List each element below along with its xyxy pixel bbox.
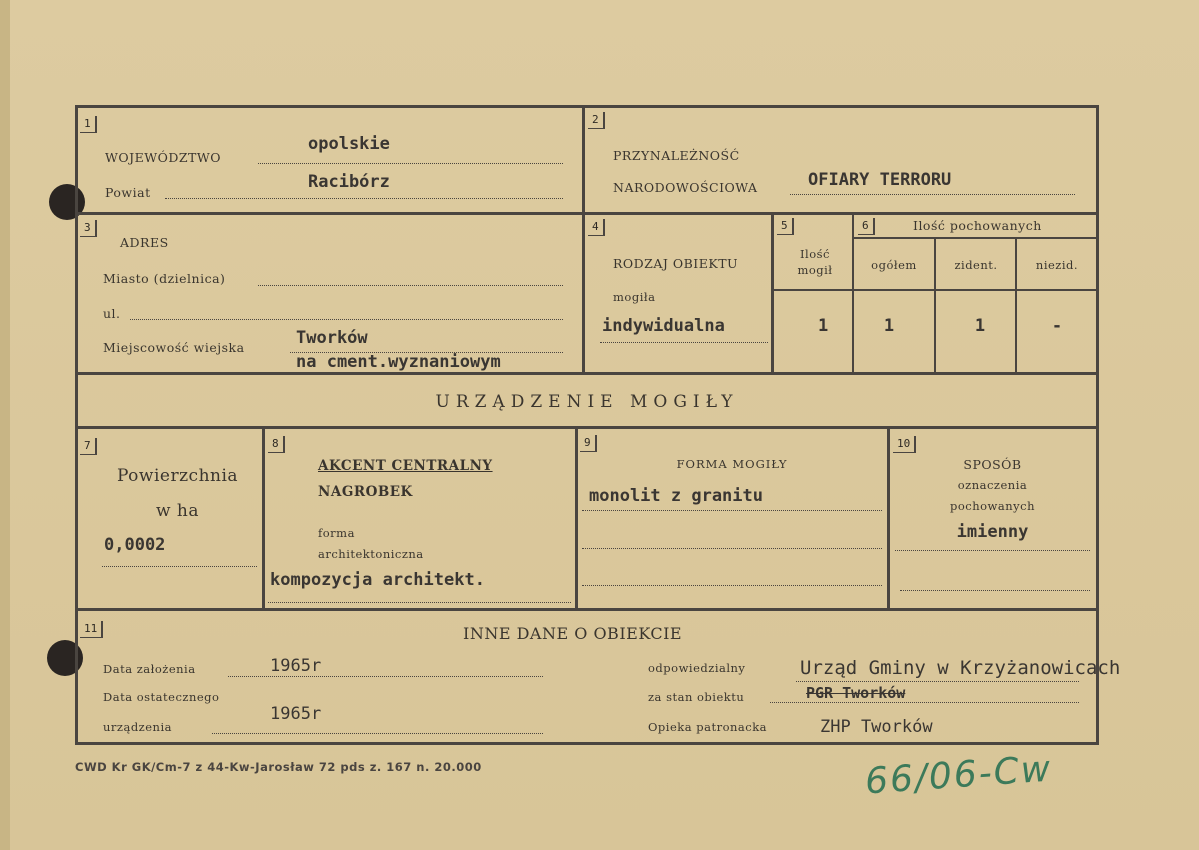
wojewodztwo-label: WOJEWÓDZTWO bbox=[105, 150, 221, 165]
field-number-2: 2 bbox=[588, 112, 605, 129]
rodzaj-obiektu-label: RODZAJ OBIEKTU bbox=[613, 256, 739, 271]
data-zalozenia-label: Data założenia bbox=[103, 662, 196, 676]
miasto-label: Miasto (dzielnica) bbox=[103, 271, 226, 286]
rule-v-row2b bbox=[771, 212, 774, 374]
sposob-line-1 bbox=[895, 550, 1090, 551]
rule-v-row3c bbox=[887, 426, 890, 610]
sposob-value: imienny bbox=[956, 522, 1029, 542]
col-niezid-header: niezid. bbox=[1035, 258, 1079, 272]
urzadzenie-mogily-title: URZĄDZENIE MOGIŁY bbox=[435, 392, 739, 412]
form-frame bbox=[75, 105, 1099, 745]
col-zident-header: zident. bbox=[954, 258, 998, 272]
rule-h-qty-head bbox=[852, 237, 1099, 239]
odpowiedzialny-value-struck: PGR Tworków bbox=[806, 684, 906, 702]
ogolem-value: 1 bbox=[883, 316, 895, 336]
powiat-line bbox=[165, 198, 563, 199]
adres-label: ADRES bbox=[120, 235, 169, 250]
wojewodztwo-line bbox=[258, 163, 563, 164]
rule-v-row1 bbox=[582, 105, 585, 215]
wojewodztwo-value: opolskie bbox=[308, 134, 390, 154]
niezid-value: - bbox=[1051, 316, 1063, 336]
rule-row3 bbox=[75, 426, 1099, 429]
field-number-10: 10 bbox=[893, 436, 916, 453]
miejscowosc-value-2: na cment.wyznaniowym bbox=[296, 352, 501, 372]
odpowiedzialny-value: Urząd Gminy w Krzyżanowicach bbox=[800, 657, 1121, 679]
powierzchnia-line bbox=[102, 566, 257, 567]
ulica-line bbox=[130, 319, 563, 320]
field-number-6: 6 bbox=[858, 218, 875, 235]
rule-row2 bbox=[75, 372, 1099, 375]
akcent-line bbox=[268, 602, 571, 603]
col-ogolem-header: ogółem bbox=[871, 258, 917, 272]
rule-v-row2a bbox=[582, 212, 585, 374]
handwritten-reference: 66/06-Cw bbox=[863, 748, 1054, 803]
forma-mogily-line-3 bbox=[582, 585, 882, 586]
inne-dane-title: INNE DANE O OBIEKCIE bbox=[463, 624, 683, 643]
oznaczenia-label: oznaczenia bbox=[957, 478, 1028, 492]
nagrobek-label: NAGROBEK bbox=[318, 484, 413, 500]
forma-mogily-label: FORMA MOGIŁY bbox=[676, 457, 788, 471]
opieka-patronacka-value: ZHP Tworków bbox=[820, 717, 933, 737]
field-number-7: 7 bbox=[80, 438, 97, 455]
przynaleznosc-label: PRZYNALEŻNOŚĆ bbox=[613, 148, 740, 163]
rule-row4 bbox=[75, 608, 1099, 611]
data-zalozenia-line bbox=[228, 676, 543, 677]
ilosc-mogil-label bbox=[780, 246, 850, 278]
akcent-value: kompozycja architekt. bbox=[270, 570, 485, 590]
zident-value: 1 bbox=[974, 316, 986, 336]
field-number-9: 9 bbox=[580, 435, 597, 452]
miasto-line bbox=[258, 285, 563, 286]
forma-mogily-line-1 bbox=[582, 510, 882, 511]
field-number-3: 3 bbox=[80, 220, 97, 237]
ulica-label: ul. bbox=[103, 306, 121, 321]
mogila-label: mogiła bbox=[613, 290, 656, 304]
miejscowosc-label: Miejscowość wiejska bbox=[103, 340, 245, 355]
za-stan-obiektu-label: za stan obiektu bbox=[648, 690, 745, 704]
urzadzenia-label: urządzenia bbox=[103, 720, 172, 734]
opieka-patronacka-label: Opieka patronacka bbox=[648, 720, 768, 734]
przynaleznosc-value: OFIARY TERRORU bbox=[808, 170, 952, 190]
data-ostatecznego-value: 1965r bbox=[270, 704, 322, 724]
narodowosciowa-label: NARODOWOŚCIOWA bbox=[613, 180, 758, 195]
w-ha-label: w ha bbox=[155, 501, 200, 521]
przynaleznosc-line bbox=[790, 194, 1075, 195]
miejscowosc-value: Tworków bbox=[296, 328, 368, 348]
form-footer: CWD Kr GK/Cm-7 z 44-Kw-Jarosław 72 pds z. 167 n. 20.000 bbox=[75, 760, 482, 774]
sposob-line-2 bbox=[900, 590, 1090, 591]
field-number-5: 5 bbox=[777, 218, 794, 235]
field-number-8: 8 bbox=[268, 436, 285, 453]
powierzchnia-label: Powierzchnia bbox=[116, 466, 239, 486]
akcent-centralny-label: AKCENT CENTRALNY bbox=[318, 458, 493, 474]
field-number-1: 1 bbox=[80, 116, 97, 133]
mogil-label: mogił bbox=[797, 263, 833, 277]
data-ostatecznego-line bbox=[212, 733, 543, 734]
odpowiedzialny-label: odpowiedzialny bbox=[648, 661, 746, 675]
rule-row1 bbox=[75, 212, 1099, 215]
rodzaj-obiektu-line bbox=[600, 342, 768, 343]
rule-v-row3b bbox=[575, 426, 578, 610]
powiat-label: Powiat bbox=[105, 185, 151, 200]
sposob-label: SPOSÓB bbox=[963, 457, 1022, 472]
architektoniczna-label: architektoniczna bbox=[318, 547, 424, 561]
card-edge bbox=[0, 0, 10, 850]
field-number-11: 11 bbox=[80, 621, 103, 638]
data-zalozenia-value: 1965r bbox=[270, 656, 322, 676]
data-ostatecznego-label: Data ostatecznego bbox=[103, 690, 220, 704]
ilosc-mogil-value: 1 bbox=[818, 316, 829, 336]
rodzaj-obiektu-value: indywidualna bbox=[602, 316, 725, 336]
rule-v-row3a bbox=[262, 426, 265, 610]
pochowanych-label: pochowanych bbox=[949, 499, 1035, 513]
powiat-value: Racibórz bbox=[308, 172, 390, 192]
forma-label: forma bbox=[318, 526, 355, 540]
field-number-4: 4 bbox=[588, 219, 605, 236]
ilosc-label: Ilość bbox=[800, 247, 830, 261]
powierzchnia-value: 0,0002 bbox=[104, 535, 166, 555]
forma-mogily-value: monolit z granitu bbox=[589, 486, 763, 506]
za-stan-line bbox=[770, 702, 1079, 703]
forma-mogily-line-2 bbox=[582, 548, 882, 549]
ilosc-pochowanych-header: Ilość pochowanych bbox=[913, 218, 1042, 233]
odpowiedzialny-line bbox=[796, 681, 1079, 682]
